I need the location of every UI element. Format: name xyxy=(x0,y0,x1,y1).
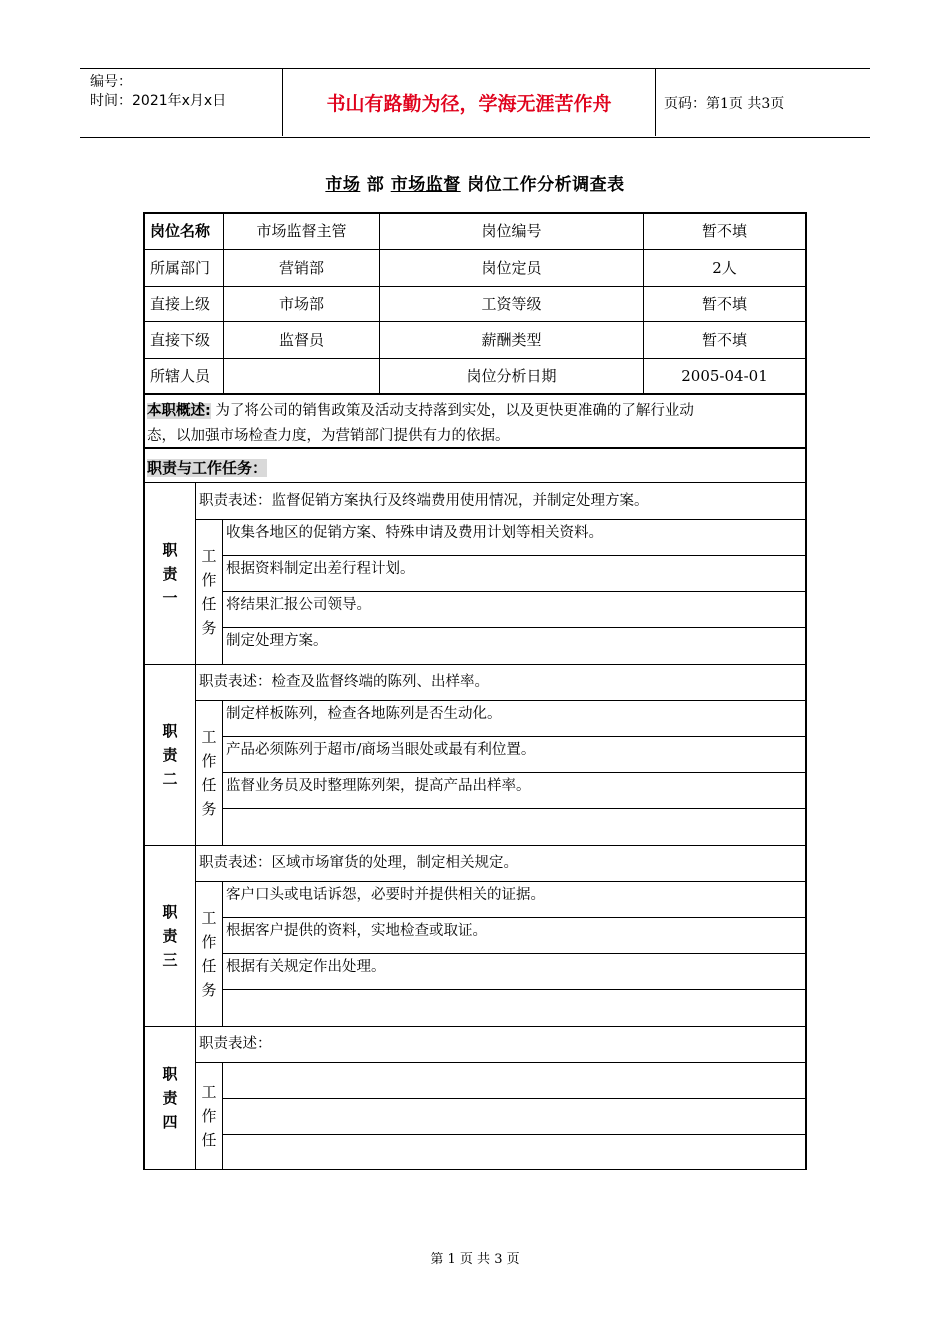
title-dept: 市场 xyxy=(325,175,361,195)
info-value-cell xyxy=(224,359,379,393)
task-label-char: 作 xyxy=(201,570,217,589)
info-label-cell: 直接下级 xyxy=(150,331,211,349)
duty-name-char: 四 xyxy=(162,1113,178,1131)
info-value-cell: 暂不填 xyxy=(701,331,747,349)
task-label-char: 作 xyxy=(201,751,217,770)
job-summary xyxy=(147,399,797,449)
document-number: 编号： xyxy=(90,74,132,90)
duty-name-char: 三 xyxy=(162,950,178,969)
duty-statement: 职责表述：区域市场窜货的处理，制定相关规定。 xyxy=(199,855,518,871)
document-time: 时间：2021年x月x日 xyxy=(90,93,227,109)
task-label xyxy=(196,906,222,1002)
page-header xyxy=(80,68,870,138)
task-label-char: 务 xyxy=(201,618,217,637)
task-label-char: 工 xyxy=(201,908,217,927)
info-value-cell: 2人 xyxy=(712,259,737,277)
task-label-char: 任 xyxy=(201,594,217,613)
info-value-cell: 2005-04-01 xyxy=(681,367,768,385)
info-label-cell: 岗位编号 xyxy=(481,222,542,240)
task-item: 监督业务员及时整理陈列架，提高产品出样率。 xyxy=(226,778,531,794)
info-label-cell: 直接上级 xyxy=(150,295,211,313)
page-indicator: 页码：第1页 共3页 xyxy=(664,95,785,112)
task-label-char: 作 xyxy=(201,1107,217,1125)
title-rest: 岗位工作分析调查表 xyxy=(460,175,625,195)
duty-name xyxy=(145,1062,195,1134)
info-label-cell: 薪酬类型 xyxy=(481,331,542,349)
info-value-cell: 营销部 xyxy=(278,259,324,277)
task-label-char: 务 xyxy=(201,980,217,999)
task-item: 制定样板陈列，检查各地陈列是否生动化。 xyxy=(226,706,502,722)
task-label-char: 任 xyxy=(201,1131,217,1149)
task-label-char: 任 xyxy=(201,775,217,794)
summary-line2: 态，以加强市场检查力度，为营销部门提供有力的依据。 xyxy=(147,428,510,444)
info-value-cell: 暂不填 xyxy=(701,222,747,240)
header-motto: 书山有路勤为径，学海无涯苦作舟 xyxy=(282,69,656,136)
task-label xyxy=(196,725,222,821)
duties-heading: 职责与工作任务： xyxy=(147,459,268,477)
info-label-cell: 岗位分析日期 xyxy=(466,367,557,385)
task-item: 将结果汇报公司领导。 xyxy=(226,597,371,613)
summary-line1: 为了将公司的销售政策及活动支持落到实处，以及更快更准确的了解行业动 xyxy=(210,403,694,419)
row-divider xyxy=(223,989,805,990)
job-analysis-table xyxy=(143,212,807,1170)
duty-name-char: 职 xyxy=(162,1065,178,1083)
duty-name xyxy=(145,538,195,610)
info-label-cell: 所辖人员 xyxy=(150,367,211,385)
row-divider xyxy=(196,1062,805,1063)
header-left xyxy=(90,73,226,111)
info-value-cell: 监督员 xyxy=(278,331,324,349)
duty-statement: 职责表述：检查及监督终端的陈列、出样率。 xyxy=(199,674,489,690)
duty-name-char: 责 xyxy=(162,926,178,945)
duty-name-char: 责 xyxy=(162,745,178,764)
duty-name-char: 职 xyxy=(162,721,178,740)
duty-name xyxy=(145,900,195,972)
task-item: 根据有关规定作出处理。 xyxy=(226,959,386,975)
col-divider xyxy=(222,1062,223,1170)
row-divider xyxy=(145,393,805,395)
task-label-char: 工 xyxy=(201,546,217,565)
task-label-char: 务 xyxy=(201,799,217,818)
task-label-char: 任 xyxy=(201,956,217,975)
task-label xyxy=(196,544,222,640)
task-label-char: 工 xyxy=(201,1083,217,1101)
info-value-cell: 市场部 xyxy=(278,295,324,313)
task-item: 根据资料制定出差行程计划。 xyxy=(226,561,415,577)
info-value-cell: 暂不填 xyxy=(701,295,747,313)
info-label-cell: 岗位定员 xyxy=(481,259,542,277)
duty-name-char: 责 xyxy=(162,1089,178,1107)
page-footer: 第 1 页 共 3 页 xyxy=(430,1252,520,1267)
duty-name xyxy=(145,719,195,791)
row-divider xyxy=(223,1098,805,1099)
title-dept-suffix: 部 xyxy=(360,175,391,195)
info-label-cell: 岗位名称 xyxy=(150,222,211,240)
task-item: 制定处理方案。 xyxy=(226,633,328,649)
info-label-cell: 工资等级 xyxy=(481,295,542,313)
duty-name-char: 二 xyxy=(162,769,178,788)
task-item: 收集各地区的促销方案、特殊申请及费用计划等相关资料。 xyxy=(226,525,603,541)
task-item: 产品必须陈列于超市/商场当眼处或最有利位置。 xyxy=(226,742,536,758)
duty-name-char: 责 xyxy=(162,564,178,583)
task-label-char: 作 xyxy=(201,932,217,951)
task-label-char: 工 xyxy=(201,727,217,746)
title-position: 市场监督 xyxy=(390,175,461,195)
duty-statement: 职责表述：监督促销方案执行及终端费用使用情况，并制定处理方案。 xyxy=(199,493,649,509)
task-label xyxy=(196,1080,222,1152)
info-value-cell: 市场监督主管 xyxy=(256,222,347,240)
task-item: 客户口头或电话诉怨，必要时并提供相关的证据。 xyxy=(226,887,545,903)
document-title xyxy=(0,170,950,195)
info-label-cell: 所属部门 xyxy=(150,259,211,277)
duty-name-char: 一 xyxy=(162,588,178,607)
duty-statement: 职责表述： xyxy=(199,1036,272,1052)
row-divider xyxy=(223,808,805,809)
row-divider xyxy=(223,1134,805,1135)
duty-name-char: 职 xyxy=(162,540,178,559)
duty-name-char: 职 xyxy=(162,902,178,921)
row-divider xyxy=(145,447,805,449)
task-item: 根据客户提供的资料，实地检查或取证。 xyxy=(226,923,487,939)
summary-label: 本职概述: xyxy=(147,403,211,419)
